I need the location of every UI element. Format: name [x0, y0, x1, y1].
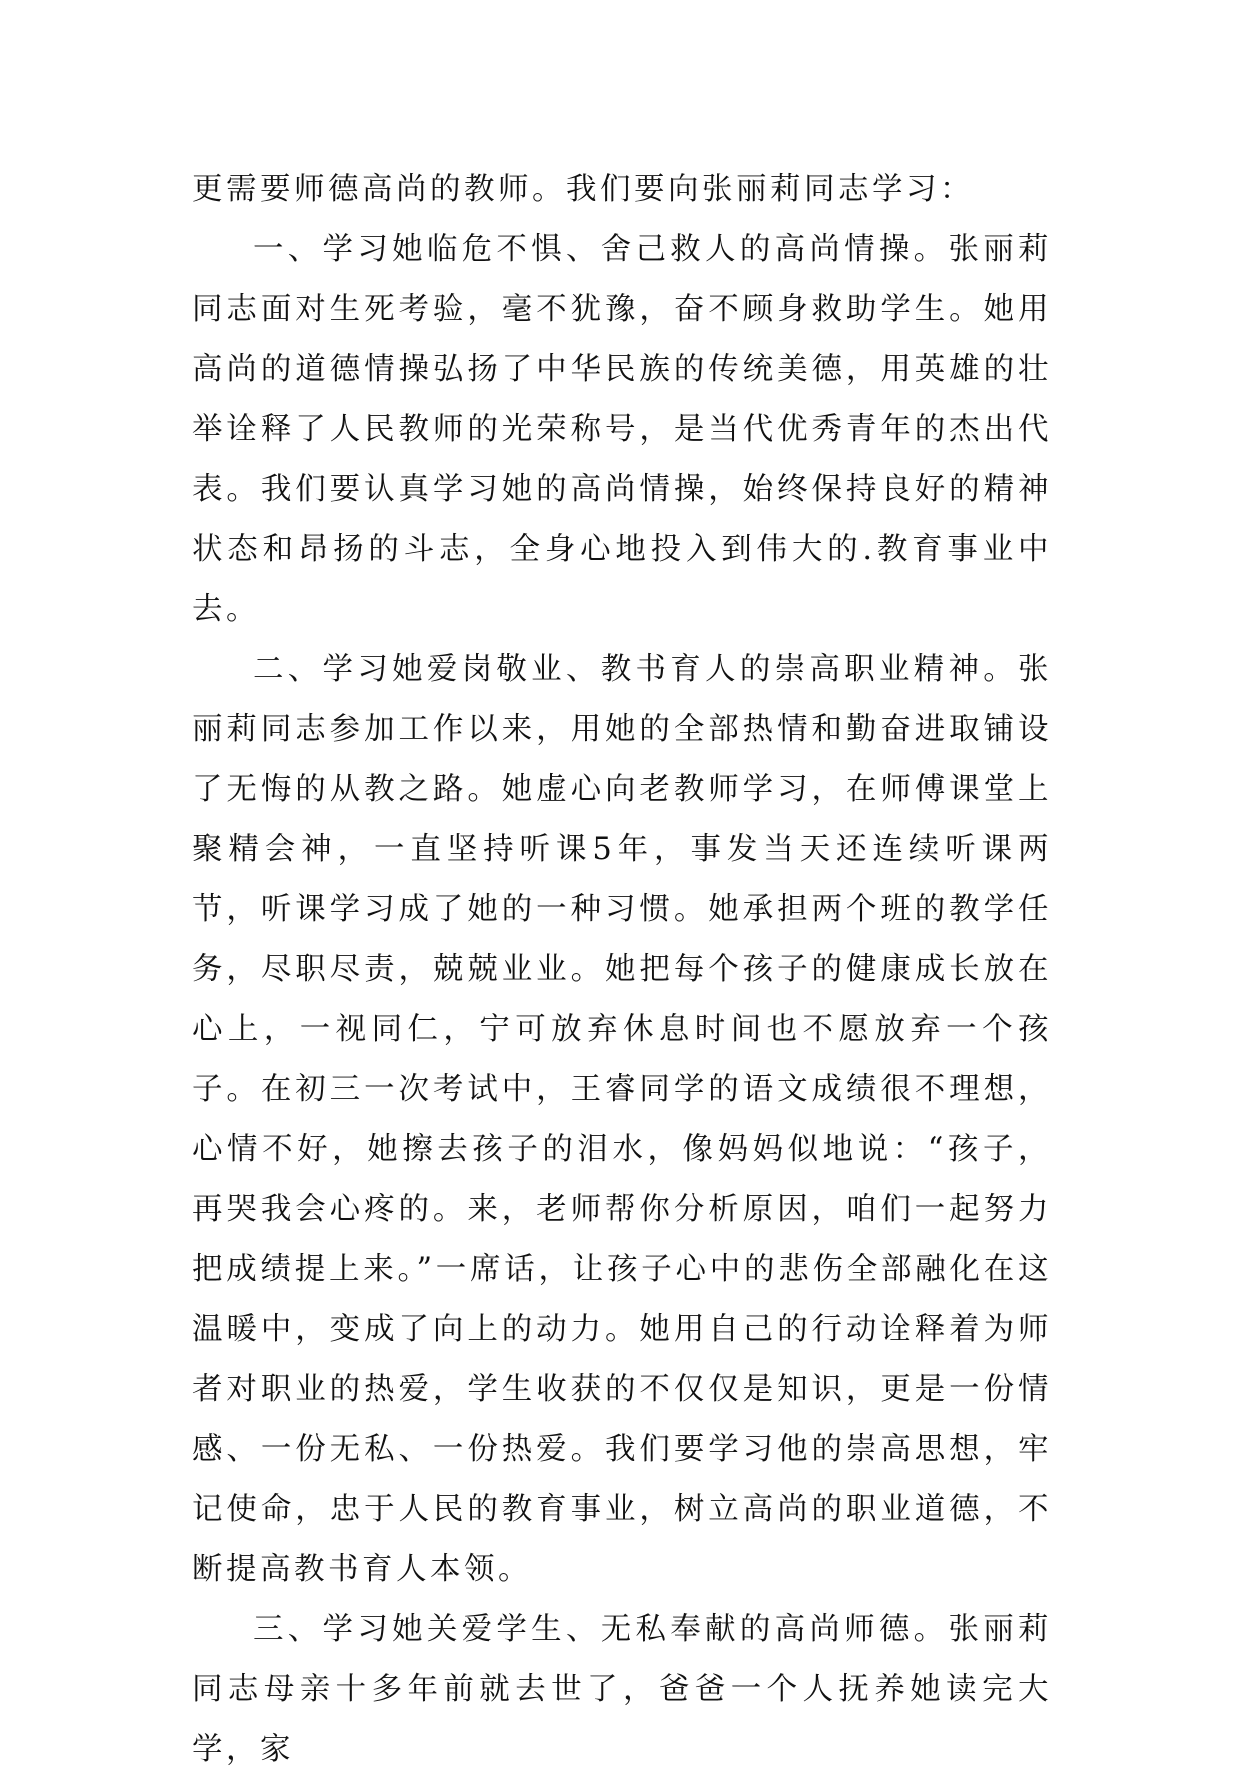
paragraph-intro: 更需要师德高尚的教师。我们要向张丽莉同志学习：: [192, 172, 974, 207]
paragraph-point-one: 一、学习她临危不惧、舍己救人的高尚情操。张丽莉同志面对生死考验，毫不犹豫，奋不顾身救助学生。她用高尚的道德情操弘扬了中华民族的传统美德，用英雄的壮举诠释了人民教师的光荣称号，是当代优秀青年的杰出代表。我们要认真学习她的高尚情操，始终保持良好的精神状态和昂扬的斗志，全身心地投入到伟大的.教育事业中去。: [192, 232, 1052, 627]
paragraph-point-three: 三、学习她关爱学生、无私奉献的高尚师德。张丽莉同志母亲十多年前就去世了，爸爸一个人抚养她读完大学，家: [192, 1612, 1052, 1767]
paragraph-point-two: 二、学习她爱岗敬业、教书育人的崇高职业精神。张丽莉同志参加工作以来，用她的全部热情和勤奋进取铺设了无悔的从教之路。她虚心向老教师学习，在师傅课堂上聚精会神，一直坚持听课5年，事发当天还连续听课两节，听课学习成了她的一种习惯。她承担两个班的教学任务，尽职尽责，兢兢业业。她把每个孩子的健康成长放在心上，一视同仁，宁可放弃休息时间也不愿放弃一个孩子。在初三一次考试中，王睿同学的语文成绩很不理想，心情不好，她擦去孩子的泪水，像妈妈似地说：“孩子，再哭我会心疼的。来，老师帮你分析原因，咱们一起努力把成绩提上来。”一席话，让孩子心中的悲伤全部融化在这温暖中，变成了向上的动力。她用自己的行动诠释着为师者对职业的热爱，学生收获的不仅仅是知识，更是一份情感、一份无私、一份热爱。我们要学习他的崇高思想，牢记使命，忠于人民的教育事业，树立高尚的职业道德，不断提高教书育人本领。: [192, 652, 1052, 1587]
document-body: [192, 160, 1052, 1780]
